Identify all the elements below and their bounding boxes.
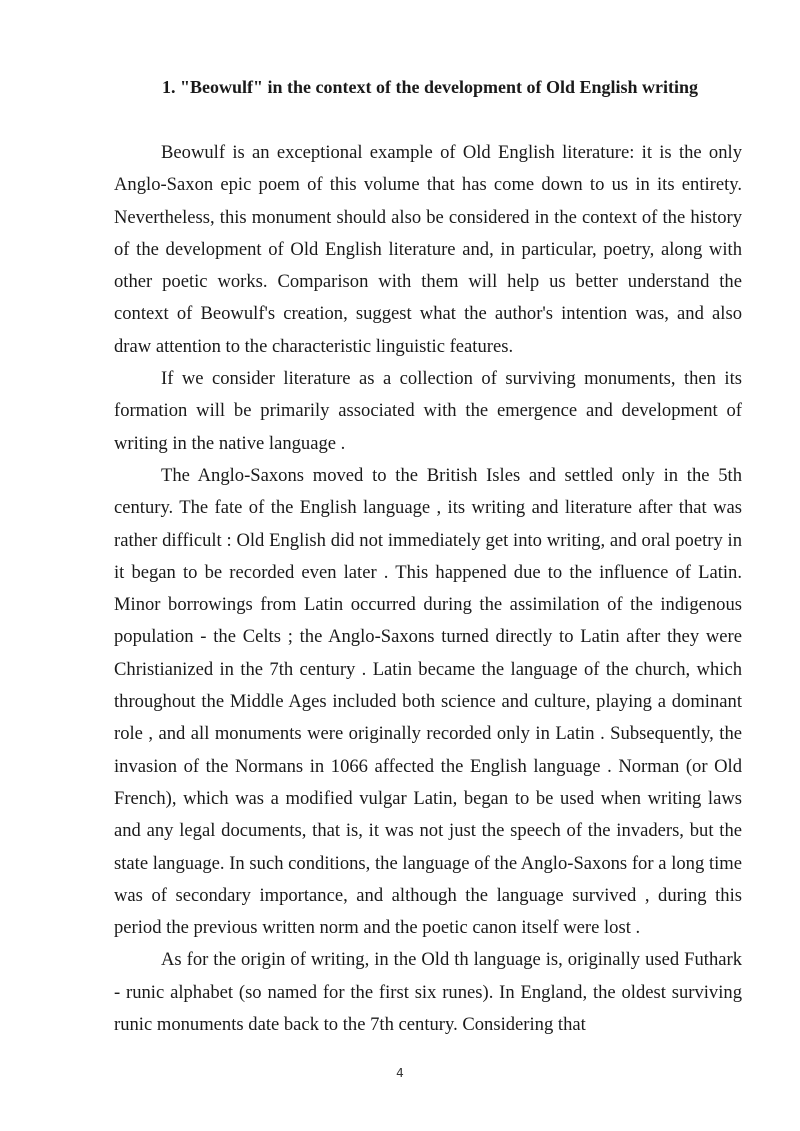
paragraph-3: The Anglo-Saxons moved to the British Isles and settled only in the 5th century. The fate of the English language , its writing and literature after that was rather difficult : Old English did not immediately get into writing, and oral poetry in it began to be recorded even later . This happened due to the influence of Latin. Minor borrowings from Latin occurred during the assimilation of the indigenous population - the Celts ; the Anglo-Saxons turned directly to Latin after they were Christianized in the 7th century . Latin became the language of the church, which throughout the Middle Ages included both science and culture, playing a dominant role , and all monuments were originally recorded only in Latin . Subsequently, the invasion of the Normans in 1066 affected the English language . Norman (or Old French), which was a modified vulgar Latin, began to be used when writing laws and any legal documents, that is, it was not just the speech of the invaders, but the state language. In such conditions, the language of the Anglo-Saxons for a long time was of secondary importance, and although the language survived , during this period the previous written norm and the poetic canon itself were lost . (114, 464, 742, 939)
section-heading: 1. "Beowulf" in the context of the development of Old English writing (162, 77, 698, 97)
body-text (114, 137, 742, 1041)
page-number: 4 (396, 1066, 404, 1080)
paragraph-4: As for the origin of writing, in the Old th language is, originally used Futhark - runic alphabet (so named for the first six runes). In England, the oldest surviving runic monuments date back to the 7th century. Considering that (114, 949, 742, 1036)
paragraph-2: If we consider literature as a collection of surviving monuments, then its formation will be primarily associated with the emergence and development of writing in the native language . (114, 368, 742, 454)
paragraph-1: Beowulf is an exceptional example of Old English literature: it is the only Anglo-Saxon epic poem of this volume that has come down to us in its entirety. Nevertheless, this monument should also be considered in the context of the history of the development of Old English literature and, in particular, poetry, along with other poetic works. Comparison with them will help us better understand the context of Beowulf's creation, suggest what the author's intention was, and also draw attention to the characteristic linguistic features. (114, 142, 742, 357)
